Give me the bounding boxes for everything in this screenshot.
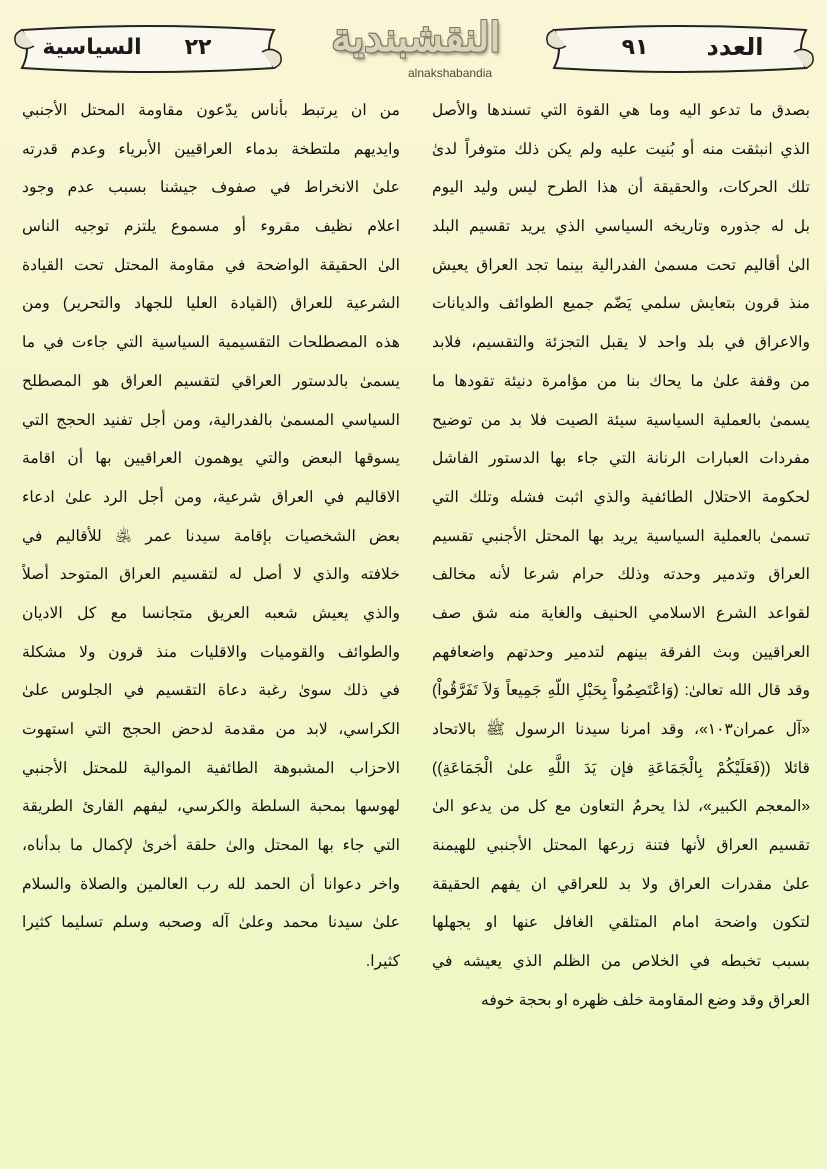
text-line: وايديهم ملتطخة بدماء العراقيين الأبرياء وعدم قدرته xyxy=(22,140,400,158)
text-line: الكراسي، لابد من مقدمة لدحض الحجج التي استهوت xyxy=(22,721,400,738)
text-line: العراق وتدمير وحدته وذلك حرام شرعا لأنه مخالف xyxy=(432,566,810,584)
text-line: بعض الشخصيات بإقامة سيدنا عمر ﵁ للأقاليم في xyxy=(22,527,400,545)
article-column-left xyxy=(22,92,400,982)
text-line: قائلا ((فَعَلَيْكُمْ بِالْجَمَاعَةِ فإن يَدَ اللَّهِ علىٰ الْجَمَاعَةِ)) xyxy=(432,759,810,777)
text-line: تلك الحركات، والحقيقة أن هذا الطرح ليس وليد اليوم xyxy=(432,179,810,197)
issue-label: العدد xyxy=(706,33,764,61)
article-column-right xyxy=(432,92,810,1021)
page-number: ٢٢ xyxy=(184,34,212,60)
text-line: خلافته والذي لا أصل له لتقسيم العراق المتوحد أصلاً xyxy=(22,566,400,584)
text-line: الذي انبثقت منه أو بُنيت عليه ولم يكن ذلك متوفراً لدىٰ xyxy=(432,140,810,158)
text-line: وقد قال الله تعالىٰ: (وَاعْتَصِمُواْ بِحَبْلِ اللّهِ جَمِيعاً وَلاَ تَفَرَّقُواْ) xyxy=(432,682,810,700)
text-line: من ان يرتبط بأناس يدّعون مقاومة المحتل الأجنبي xyxy=(22,102,400,119)
text-line: والاعراق في بلد واحد لا يقبل التجزئة والتقسيم، فلابد xyxy=(432,334,810,352)
text-line: لقواعد الشرع الاسلامي الحنيف والغاية منه شق صف xyxy=(432,604,810,622)
text-line: لحكومة الاحتلال الطائفية والذي اثبت فشله وتلك التي xyxy=(432,488,810,506)
text-line: السياسي المسمىٰ بالفدرالية، ومن أجل تفنيد الحجج التي xyxy=(22,411,400,429)
text-line: «المعجم الكبير»، لذا يحرمُ التعاون مع كل من يدعو الىٰ xyxy=(432,798,810,816)
text-line: والذي يعيش شعبه العريق متجانسا مع كل الاديان xyxy=(22,604,400,622)
issue-number: ٩١ xyxy=(621,34,649,60)
section-name: السياسية xyxy=(42,34,142,60)
text-line: يسمىٰ بالعملية السياسية سيئة الصيت فلا بد من توضيح xyxy=(432,411,810,429)
text-line: يسوقها البعض والتي يوهمون العراقيين بها أن اقامة xyxy=(22,450,400,468)
text-line: من وقفة علىٰ ما يحاك بنا من مؤامرة دنيئة تقودها ما xyxy=(432,372,810,390)
text-line: والطوائف والقوميات والاقليات منذ قرون ولا مشكلة xyxy=(22,643,400,661)
text-line: الىٰ الحقيقة الواضحة في مقاومة المحتل تحت القيادة xyxy=(22,256,400,274)
text-line: تقسيم العراق لأنها فتنة زرعها المحتل الأجنبي للهيمنة xyxy=(432,837,810,855)
text-line: التي جاء بها المحتل والىٰ حلقة أخرىٰ لإكمال ما بدأناه، xyxy=(22,837,400,855)
text-line: علىٰ مقدرات العراق ولا بد للعراقي ان يفهم الحقيقة xyxy=(432,875,810,893)
text-line: «آل عمران١٠٣»، وقد امرنا سيدنا الرسول ﷺ بالاتحاد xyxy=(432,721,810,738)
logo-english: alnakshabandia xyxy=(408,66,493,80)
text-line: في ذلك سوىٰ رغبة دعاة التقسيم في الجلوس علىٰ xyxy=(22,682,400,700)
text-line: لتكون واضحة امام المتلقي الغافل عنها او يجهلها xyxy=(432,914,810,932)
page-header xyxy=(0,0,827,92)
text-line: هذه المصطلحات التقسيمية السياسية التي جاءت في ما xyxy=(22,334,400,352)
text-line: الاقاليم في العراق شرعية، ومن أجل الرد علىٰ ادعاء xyxy=(22,488,400,506)
text-line: منذ قرون بتعايش سلمي يَضّم جميع الطوائف والديانات xyxy=(432,295,810,313)
text-line: مفردات العبارات الرنانة التي جاء بها الدستور الفاشل xyxy=(432,450,810,468)
text-line: بسبب تخبطه في الخلاص من الظلم الذي يعيشه في xyxy=(432,953,810,971)
text-line: يسمىٰ بالدستور العراقي لتقسيم العراق هو المصطلح xyxy=(22,372,400,390)
text-line: تسمىٰ بالعملية السياسية يريد بها المحتل الأجنبي تقسيم xyxy=(432,527,810,545)
text-line: الاحزاب المشبوهة الطائفية الموالية للمحتل الأجنبي xyxy=(22,759,400,777)
magazine-logo xyxy=(300,6,532,80)
text-line: العراقيين وبث الفرقة بينهم لتدمير وحدتهم واضعافهم xyxy=(432,643,810,661)
logo-arabic: النقشبندية xyxy=(331,13,501,61)
text-line: علىٰ الانخراط في صفوف جيشنا بسبب عدم وجود xyxy=(22,179,400,197)
text-line: الشرعية للعراق (القيادة العليا للجهاد والتحرير) ومن xyxy=(22,295,400,313)
text-line: كثيرا. xyxy=(365,953,400,971)
text-line: واخر دعوانا أن الحمد لله رب العالمين والصلاة والسلام xyxy=(22,875,400,893)
text-line: الىٰ أقاليم تحت مسمىٰ الفدرالية بينما تجد العراق يعيش xyxy=(432,256,810,274)
text-line: بصدق ما تدعو اليه وما هي القوة التي تسندها والأصل xyxy=(432,102,810,119)
text-line: علىٰ سيدنا محمد وعلىٰ آله وصحبه وسلم تسليما كثيرا xyxy=(22,914,400,932)
text-line: بل له جذوره وتاريخه السياسي الذي يريد تقسيم البلد xyxy=(432,218,810,236)
text-line: العراق وقد وضع المقاومة خلف ظهره او بحجة خوفه xyxy=(480,991,810,1009)
text-line: لهوسها بمحبة السلطة والكرسي، ليفهم القارئ الطريقة xyxy=(22,798,400,816)
text-line: اعلام نظيف مقروء أو مسموع يلتزم توجيه الناس xyxy=(22,218,400,236)
